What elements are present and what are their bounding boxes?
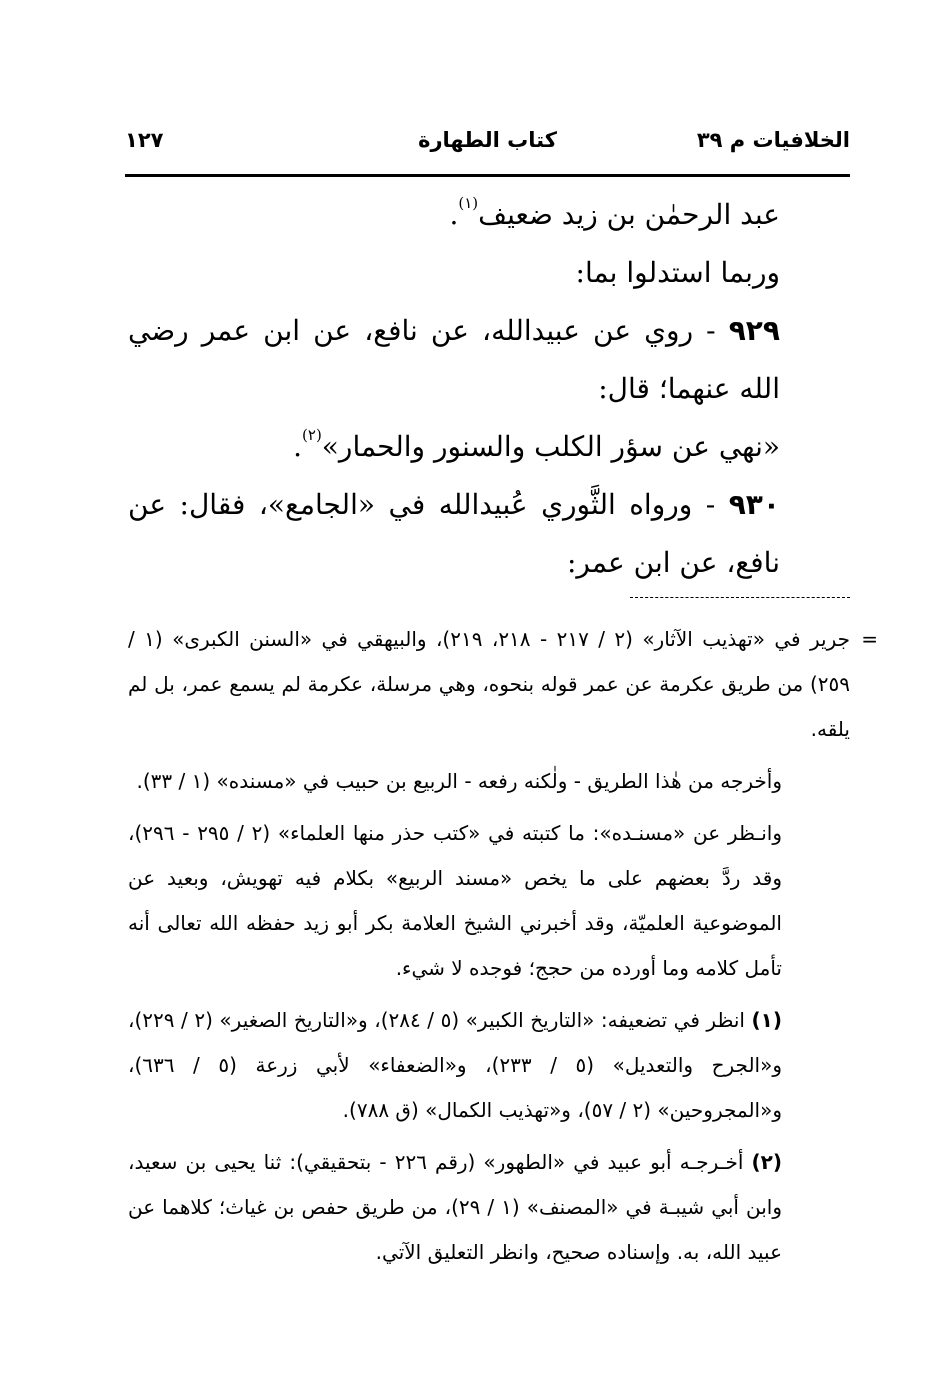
text: . <box>449 198 459 231</box>
text: أخـرجـه أبو عبيد في «الطهور» (رقم ٢٢٦ - بتحقيقي): ثنا يحيى بن سعيد، وابن أبي شيبـة في «المصنف» (١ / ٢٩)، من طريق حفص بن غياث؛ كلاهما عن عبيد الله، به. وإسناده صحيح، وانظر التعليق الآتي. <box>128 1150 783 1264</box>
continuation-mark: = <box>861 627 878 651</box>
footnote-ref: (١) <box>458 194 479 212</box>
footnote-label: (٢) <box>751 1150 782 1174</box>
text: جرير في «تهذيب الآثار» (٢ / ٢١٧ - ٢١٨، ٢١٩)، والبيهقي في «السنن الكبرى» (١ / ٢٥٩) من طريق عكرمة عن عمر قوله بنحوه، وهي مرسلة، عكرمة لم يسمع عمر، بل لم يلقه. <box>128 627 850 741</box>
running-header <box>125 128 850 164</box>
paragraph <box>128 418 850 476</box>
signature-mark: الخلافيات م ٣٩ <box>696 128 850 152</box>
text: «نهي عن سؤر الكلب والسنور والحمار» <box>321 430 780 463</box>
hadith-number: ٩٢٩ <box>728 314 780 347</box>
footnote-continuation <box>128 617 878 752</box>
footnote-ref: (٢) <box>302 426 322 444</box>
page-number: ١٢٧ <box>125 128 164 152</box>
hadith-paragraph <box>128 476 850 592</box>
text: - روي عن عبيدالله، عن نافع، عن ابن عمر رضي الله عنهما؛ قال: <box>128 314 780 405</box>
footnotes <box>128 617 878 1282</box>
footnote-paragraph: وانـظر عن «مسنـده»: ما كتبته في «كتب حذر منها العلماء» (٢ / ٢٩٥ - ٢٩٦)، وقد ردَّ بعضهم على ما يخص «مسند الربيع» بكلام فيه تهويش، وبعيد عن الموضوعية العلميّة، وقد أخبرني الشيخ العلامة بكر أبو زيد حفظه الله تعالى أنه تأمل كلامه وما أورده من حجج؛ فوجده لا شيء. <box>128 821 782 980</box>
book-title: كتاب الطهارة <box>418 128 557 152</box>
footnote-1 <box>128 998 850 1133</box>
text: انظر في تضعيفه: «التاريخ الكبير» (٥ / ٢٨٤)، و«التاريخ الصغير» (٢ / ٢٢٩)، و«الجرح والتعديل» (٥ / ٢٣٣)، و«الضعفاء» لأبي زرعة (٥ / ٦٣٦)، و«المجروحين» (٢ / ٥٧)، و«تهذيب الكمال» (ق ٧٨٨). <box>128 1008 783 1122</box>
footnote-separator <box>630 597 850 598</box>
footnote-label: (١) <box>751 1008 783 1032</box>
text: عبد الرحمٰن بن زيد ضعيف <box>478 198 780 231</box>
hadith-paragraph <box>128 302 850 418</box>
footnote-2 <box>128 1140 850 1275</box>
hadith-number: ٩٣٠ <box>728 488 780 521</box>
footnote-paragraph: وأخرجه من هٰذا الطريق - ولٰكنه رفعه - الربيع بن حبيب في «مسنده» (١ / ٣٣). <box>136 769 782 793</box>
text: - ورواه الثَّوري عُبيدالله في «الجامع»، فقال: عن نافع، عن ابن عمر: <box>128 488 780 579</box>
paragraph: وربما استدلوا بما: <box>575 256 780 289</box>
header-rule <box>125 174 850 177</box>
text: . <box>293 430 303 463</box>
main-text <box>128 186 850 592</box>
paragraph <box>128 186 850 244</box>
